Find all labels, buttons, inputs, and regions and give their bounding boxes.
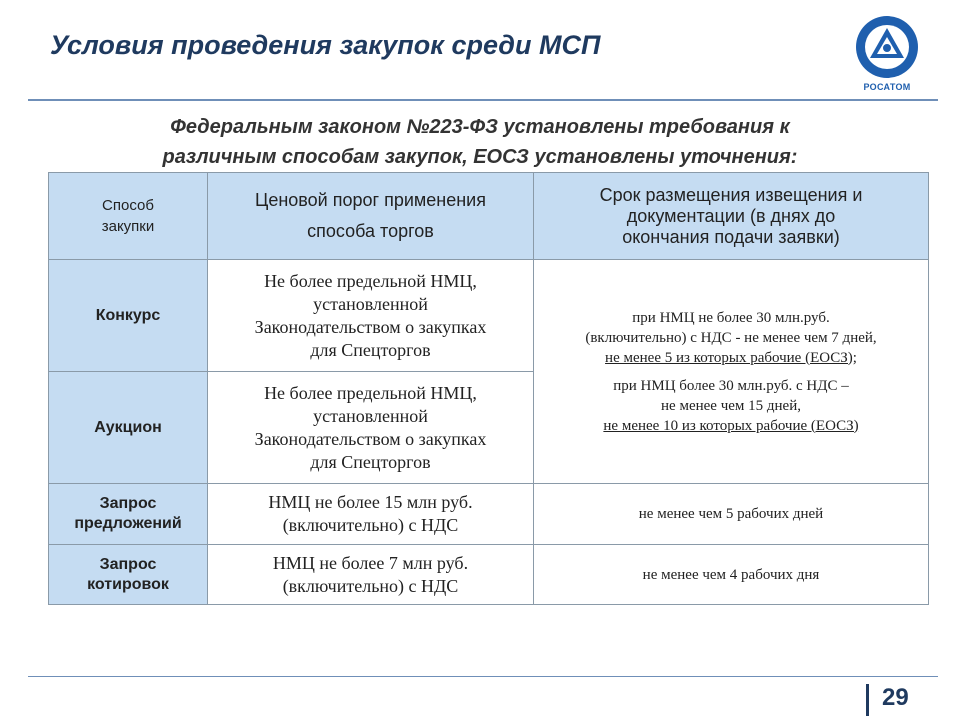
row-label-auktsion: Аукцион bbox=[49, 372, 208, 484]
table-row bbox=[49, 545, 929, 605]
slide-subtitle bbox=[40, 112, 920, 172]
subtitle-line: различным способам закупок, ЕОСЗ установлены уточнения: bbox=[162, 146, 798, 168]
row-label-zapros-kotirovok: Запрос котировок bbox=[49, 545, 208, 605]
term-cell-merged: при НМЦ не более 30 млн.руб. (включительно) с НДС - не менее чем 7 дней, не менее 5 из которых рабочие (ЕОСЗ); при НМЦ более 30 млн.руб. с НДС – не менее чем 15 дней, не менее 10 из которых рабочие (ЕОСЗ) bbox=[534, 260, 929, 484]
table-header-row bbox=[49, 173, 929, 260]
row-label-zapros-predlozheniy: Запрос предложений bbox=[49, 484, 208, 545]
threshold-cell: Не более предельной НМЦ, установленной Законодательством о закупках для Спецторгов bbox=[208, 372, 534, 484]
threshold-cell: НМЦ не более 7 млн руб. (включительно) с НДС bbox=[208, 545, 534, 605]
column-header-term: Срок размещения извещения и документации (в днях до окончания подачи заявки) bbox=[534, 173, 929, 260]
term-cell: не менее чем 5 рабочих дней bbox=[534, 484, 929, 545]
threshold-cell: Не более предельной НМЦ, установленной Законодательством о закупках для Спецторгов bbox=[208, 260, 534, 372]
footer-divider bbox=[28, 676, 938, 677]
page-number-bar bbox=[866, 684, 869, 716]
table-row bbox=[49, 260, 929, 372]
term-cell: не менее чем 4 рабочих дня bbox=[534, 545, 929, 605]
procurement-table bbox=[48, 172, 929, 605]
header-divider bbox=[28, 99, 938, 101]
column-header-threshold: Ценовой порог применения способа торгов bbox=[208, 173, 534, 260]
slide-title: Условия проведения закупок среди МСП bbox=[50, 30, 601, 60]
page-number: 29 bbox=[882, 684, 909, 711]
column-header-method: Способ закупки bbox=[49, 173, 208, 260]
threshold-cell: НМЦ не более 15 млн руб. (включительно) с НДС bbox=[208, 484, 534, 545]
subtitle-line: Федеральным законом №223-ФЗ установлены требования к bbox=[170, 116, 790, 138]
logo-label: РОСАТОМ bbox=[863, 82, 911, 92]
rosatom-logo-icon bbox=[852, 12, 922, 96]
row-label-konkurs: Конкурс bbox=[49, 260, 208, 372]
table-row bbox=[49, 484, 929, 545]
